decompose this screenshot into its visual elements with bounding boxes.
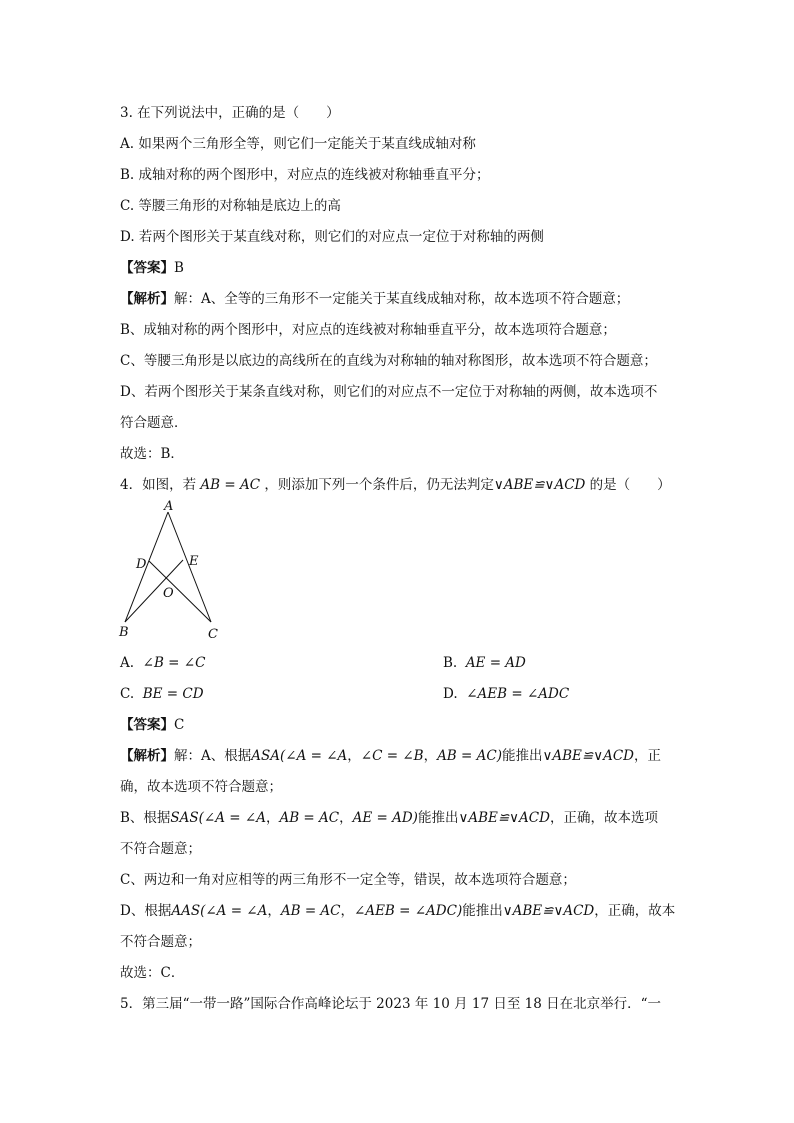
label-c: C [208, 627, 218, 642]
q5-stem: 5．第三届“一带一路”国际合作高峰论坛于 2023 年 10 月 17 日至 18 日在北京举行．“一 [120, 996, 662, 1012]
math-expr: SAS(∠A = ∠A [170, 810, 266, 826]
math-expr: ∠AEB = ∠ADC [466, 686, 570, 702]
q4-analysis-b1 [120, 808, 658, 828]
math-expr: AB = AC [280, 903, 341, 919]
q4-answer [120, 715, 184, 735]
stem-text: 4．如图，若 [120, 477, 201, 493]
math-expr: AB = AC) [437, 748, 502, 764]
option-letter: B. [443, 655, 458, 671]
q4-option-b [443, 653, 526, 673]
math-expr: AE = AD [465, 655, 526, 671]
segment-cd [149, 561, 211, 622]
option-letter: C. [120, 686, 135, 702]
label-o: O [163, 586, 174, 601]
label-d: D [136, 557, 147, 572]
analysis-text: ， [347, 748, 361, 764]
analysis-text: 能推出 [501, 748, 543, 764]
math-expr: ∨ABE≌∨ACD [542, 748, 634, 764]
q3-answer [120, 258, 184, 278]
answer-value: B [174, 260, 184, 276]
math-expr: AB = AC [200, 477, 261, 493]
label-a: A [164, 500, 174, 514]
analysis-text: ， [265, 810, 280, 826]
math-expr: BE = CD [142, 686, 204, 702]
q3-option-d: D. 若两个图形关于某直线对称，则它们的对应点一定位于对称轴的两侧 [120, 229, 544, 245]
analysis-text: ，正确，故本选项 [549, 810, 658, 826]
math-expr: ∠C = ∠B [360, 748, 424, 764]
segment-ab [125, 512, 168, 622]
q4-analysis-b2: 不符合题意； [120, 841, 201, 857]
math-expr: AAS(∠A = ∠A [171, 903, 268, 919]
q4-analysis-d2: 不符合题意； [120, 934, 201, 950]
math-expr: ∠B = ∠C [142, 655, 206, 671]
q3-analysis-4: D、若两个图形关于某条直线对称，则它们的对应点不一定位于对称轴的两侧，故本选项不 [120, 384, 658, 400]
q4-option-d [443, 684, 569, 704]
math-expr: ∨ABE≌∨ACD [493, 477, 586, 493]
analysis-text: 能推出 [462, 903, 503, 919]
analysis-text: ，正 [634, 748, 661, 764]
analysis-text: ，正确，故本 [594, 903, 676, 919]
math-expr: AE = AD) [352, 810, 418, 826]
stem-text: ，则添加下列一个条件后，仍无法判定 [260, 477, 494, 493]
q4-option-a [120, 653, 205, 673]
q3-choose: 故选：B． [120, 446, 184, 462]
label-e: E [189, 554, 199, 569]
analysis-label: 【解析】 [120, 291, 174, 307]
analysis-text: ， [340, 903, 355, 919]
analysis-text: 解：A、根据 [174, 748, 252, 764]
segment-be [125, 560, 183, 622]
math-expr: ∠AEB = ∠ADC) [354, 903, 463, 919]
q4-analysis-a1 [120, 746, 661, 766]
analysis-text: ， [423, 748, 438, 764]
answer-label: 【答案】 [120, 260, 174, 276]
q4-choose: 故选：C． [120, 965, 185, 981]
q3-option-c: C. 等腰三角形的对称轴是底边上的高 [120, 198, 341, 214]
q3-stem: 3. 在下列说法中，正确的是（ ） [120, 105, 340, 121]
analysis-text: ， [339, 810, 353, 826]
q4-analysis-d1 [120, 901, 675, 921]
analysis-text: 解：A、全等的三角形不一定能关于某直线成轴对称，故本选项不符合题意； [174, 291, 630, 307]
option-letter: D. [443, 686, 458, 702]
q4-option-c [120, 684, 204, 704]
q4-stem [120, 475, 671, 495]
q3-analysis-2: B、成轴对称的两个图形中，对应点的连线被对称轴垂直平分，故本选项符合题意； [120, 322, 616, 338]
math-expr: ∨ABE≌∨ACD [458, 810, 550, 826]
answer-value: C [174, 717, 185, 733]
q3-analysis-1 [120, 289, 629, 309]
analysis-text: D、根据 [120, 903, 172, 919]
q4-analysis-a2: 确，故本选项不符合题意； [120, 779, 282, 795]
q3-analysis-3: C、等腰三角形是以底边的高线所在的直线为对称轴的轴对称图形，故本选项不符合题意； [120, 353, 657, 369]
q3-option-b: B. 成轴对称的两个图形中，对应点的连线被对称轴垂直平分； [120, 167, 490, 183]
math-expr: ASA(∠A = ∠A [251, 748, 348, 764]
label-b: B [119, 625, 129, 640]
q3-option-a: A. 如果两个三角形全等，则它们一定能关于某直线成轴对称 [120, 136, 476, 152]
triangle-figure [112, 500, 232, 645]
analysis-text: B、根据 [120, 810, 171, 826]
analysis-text: ， [267, 903, 281, 919]
q4-analysis-c1: C、两边和一角对应相等的两三角形不一定全等，错误，故本选项符合题意； [120, 872, 576, 888]
math-expr: ∨ABE≌∨ACD [502, 903, 595, 919]
q3-analysis-5: 符合题意． [120, 415, 188, 431]
math-expr: AB = AC [279, 810, 340, 826]
analysis-text: 能推出 [417, 810, 459, 826]
stem-text: 的是（ ） [585, 477, 671, 493]
option-letter: A. [120, 655, 135, 671]
answer-label: 【答案】 [120, 717, 174, 733]
analysis-label: 【解析】 [120, 748, 174, 764]
